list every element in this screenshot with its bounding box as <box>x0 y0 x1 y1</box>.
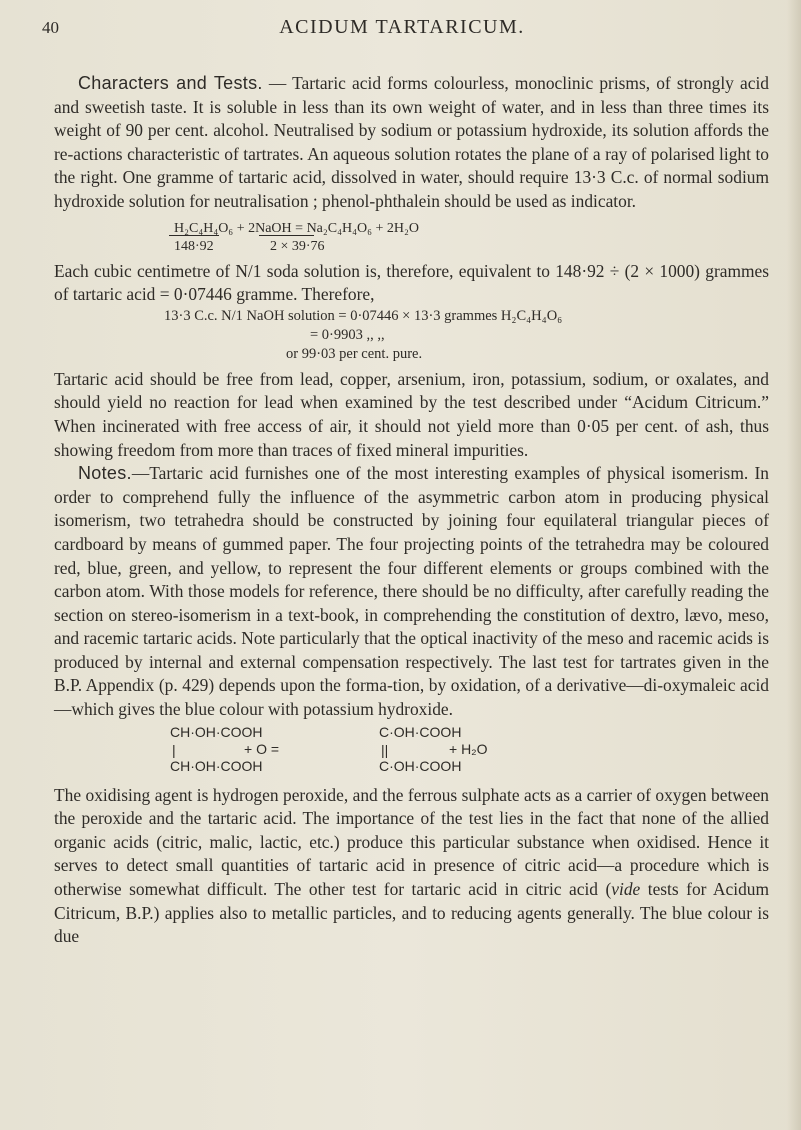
neutralisation-equation <box>54 220 769 256</box>
plus-water: + H₂O <box>449 740 488 757</box>
running-title: ACIDUM TARTARICUM. <box>279 16 525 38</box>
equation-lhs-acid: H₂C₄H₄O₆ <box>174 220 234 236</box>
calculation-line-3: or 99·03 per cent. pure. <box>286 345 423 362</box>
equivalence-paragraph: Each cubic centimetre of N/1 soda solution is, therefore, equivalent to 148·92 ÷ (2 × 1000) grammes of tartaric acid = 0·07446 gramme. Therefore, <box>54 260 769 305</box>
equation-rhs-salt: Na₂C₄H₄O₆ <box>306 220 372 236</box>
oxidising-text-2: tests for Acidum Citricum, B.P.) applies also to metallic particles, and to reducing agents generally. The blue colour is due <box>54 879 769 947</box>
tartaric-bottom-group: CH·OH·COOH <box>170 757 263 774</box>
oxidising-paragraph <box>54 784 769 949</box>
oxidising-text-1: The oxidising agent is hydrogen peroxide, and the ferrous sulphate acts as a carrier of oxygen between the peroxide and the tartaric acid. The importance of the test lies in the fact that none of the allied organic acids (citric, malic, lactic, etc.) produce this particular substance when oxidised. Hence it serves to detect small quantities of tartaric acid in presence of citric acid—a procedure which is otherwise somewhat difficult. The other test for tartaric acid in citric acid ( <box>54 784 769 900</box>
equation-plus-water: + <box>371 220 387 236</box>
equation-plus: + <box>233 220 249 236</box>
equation-equals: = <box>291 220 307 236</box>
purity-paragraph: Tartaric acid should be free from lead, copper, arsenium, iron, potassium, sodium, or oxalates, and should yield no reaction for lead when examined by the test described under “Acidum Citricum.” When incinerated with free access of air, it should not yield more than 0·05 per cent. of ash, thus showing freedom from more than traces of fixed mineral impurities. <box>54 368 769 460</box>
calculation-line-2: = 0·9903 ,, ,, <box>310 326 385 343</box>
page-number: 40 <box>42 18 59 37</box>
page-edge-shadow <box>787 0 801 1130</box>
characters-paragraph <box>54 72 769 214</box>
tartaric-top-group: CH·OH·COOH <box>170 723 263 740</box>
molecular-weights-line <box>54 238 769 256</box>
vide-italic: vide <box>611 879 641 900</box>
oxidation-formula <box>54 724 769 778</box>
underbrace-base <box>259 235 314 236</box>
notes-text: —Tartaric acid furnishes one of the most interesting examples of physical isomerism. In order to comprehend fully the influence of the asymmetric carbon atom in producing physical isomerism, two tetrahedra should be constructed by joining four equilateral triangular pieces of cardboard by means of gummed paper. The four projecting points of the tetrahedra may be coloured red, blue, green, and yellow, to represent the four different elements or groups combined with the carbon atom. With those models for reference, there should be no difficulty, after carefully reading the section on stereo-isomerism in a text-book, in comprehending the constitution of dextro, lævo, meso, and racemic tartaric acids. Note particularly that the optical inactivity of the meso and racemic acids is produced by internal and external compensation respectively. The last test for tartrates given in the B.P. Appendix (p. 429) depends upon the forma-tion, by oxidation, of a derivative—di-oxymaleic acid—which gives the blue colour with potassium hydroxide. <box>54 463 769 720</box>
underbrace-acid <box>169 235 219 236</box>
equation-lhs-base: 2NaOH <box>248 220 292 236</box>
equation-line <box>54 220 769 238</box>
calculation-block <box>54 307 769 364</box>
dioxymaleic-bottom-group: C·OH·COOH <box>379 757 462 774</box>
notes-paragraph <box>54 462 769 722</box>
plus-oxygen-equals: + O = <box>244 740 280 757</box>
molecular-weight-acid: 148·92 <box>174 238 214 254</box>
notes-heading: Notes. <box>78 463 132 484</box>
page-header <box>42 12 762 42</box>
double-bond: || <box>381 741 389 758</box>
equation-rhs-water: 2H₂O <box>386 220 419 236</box>
dioxymaleic-top-group: C·OH·COOH <box>379 723 462 740</box>
calculation-line-1: 13·3 C.c. N/1 NaOH solution = 0·07446 × 13·3 grammes H₂C₄H₄O₆ <box>164 307 563 324</box>
characters-text: — Tartaric acid forms colourless, monoclinic prisms, of strongly acid and sweetish taste. It is soluble in less than its own weight of water, and in less than three times its weight of 90 per cent. alcohol. Neutralised by sodium or potassium hydroxide, its solution affords the re-actions characteristic of tartrates. An aqueous solution rotates the plane of a ray of polarised light to the right. One gramme of tartaric acid, dissolved in water, should require 13·3 C.c. of normal sodium hydroxide solution for neutralisation ; phenol-phthalein should be used as indicator. <box>54 73 769 211</box>
page-body <box>54 72 769 949</box>
single-bond: | <box>172 741 176 758</box>
characters-heading: Characters and Tests. <box>78 73 263 93</box>
molecular-weight-base: 2 × 39·76 <box>270 238 325 254</box>
